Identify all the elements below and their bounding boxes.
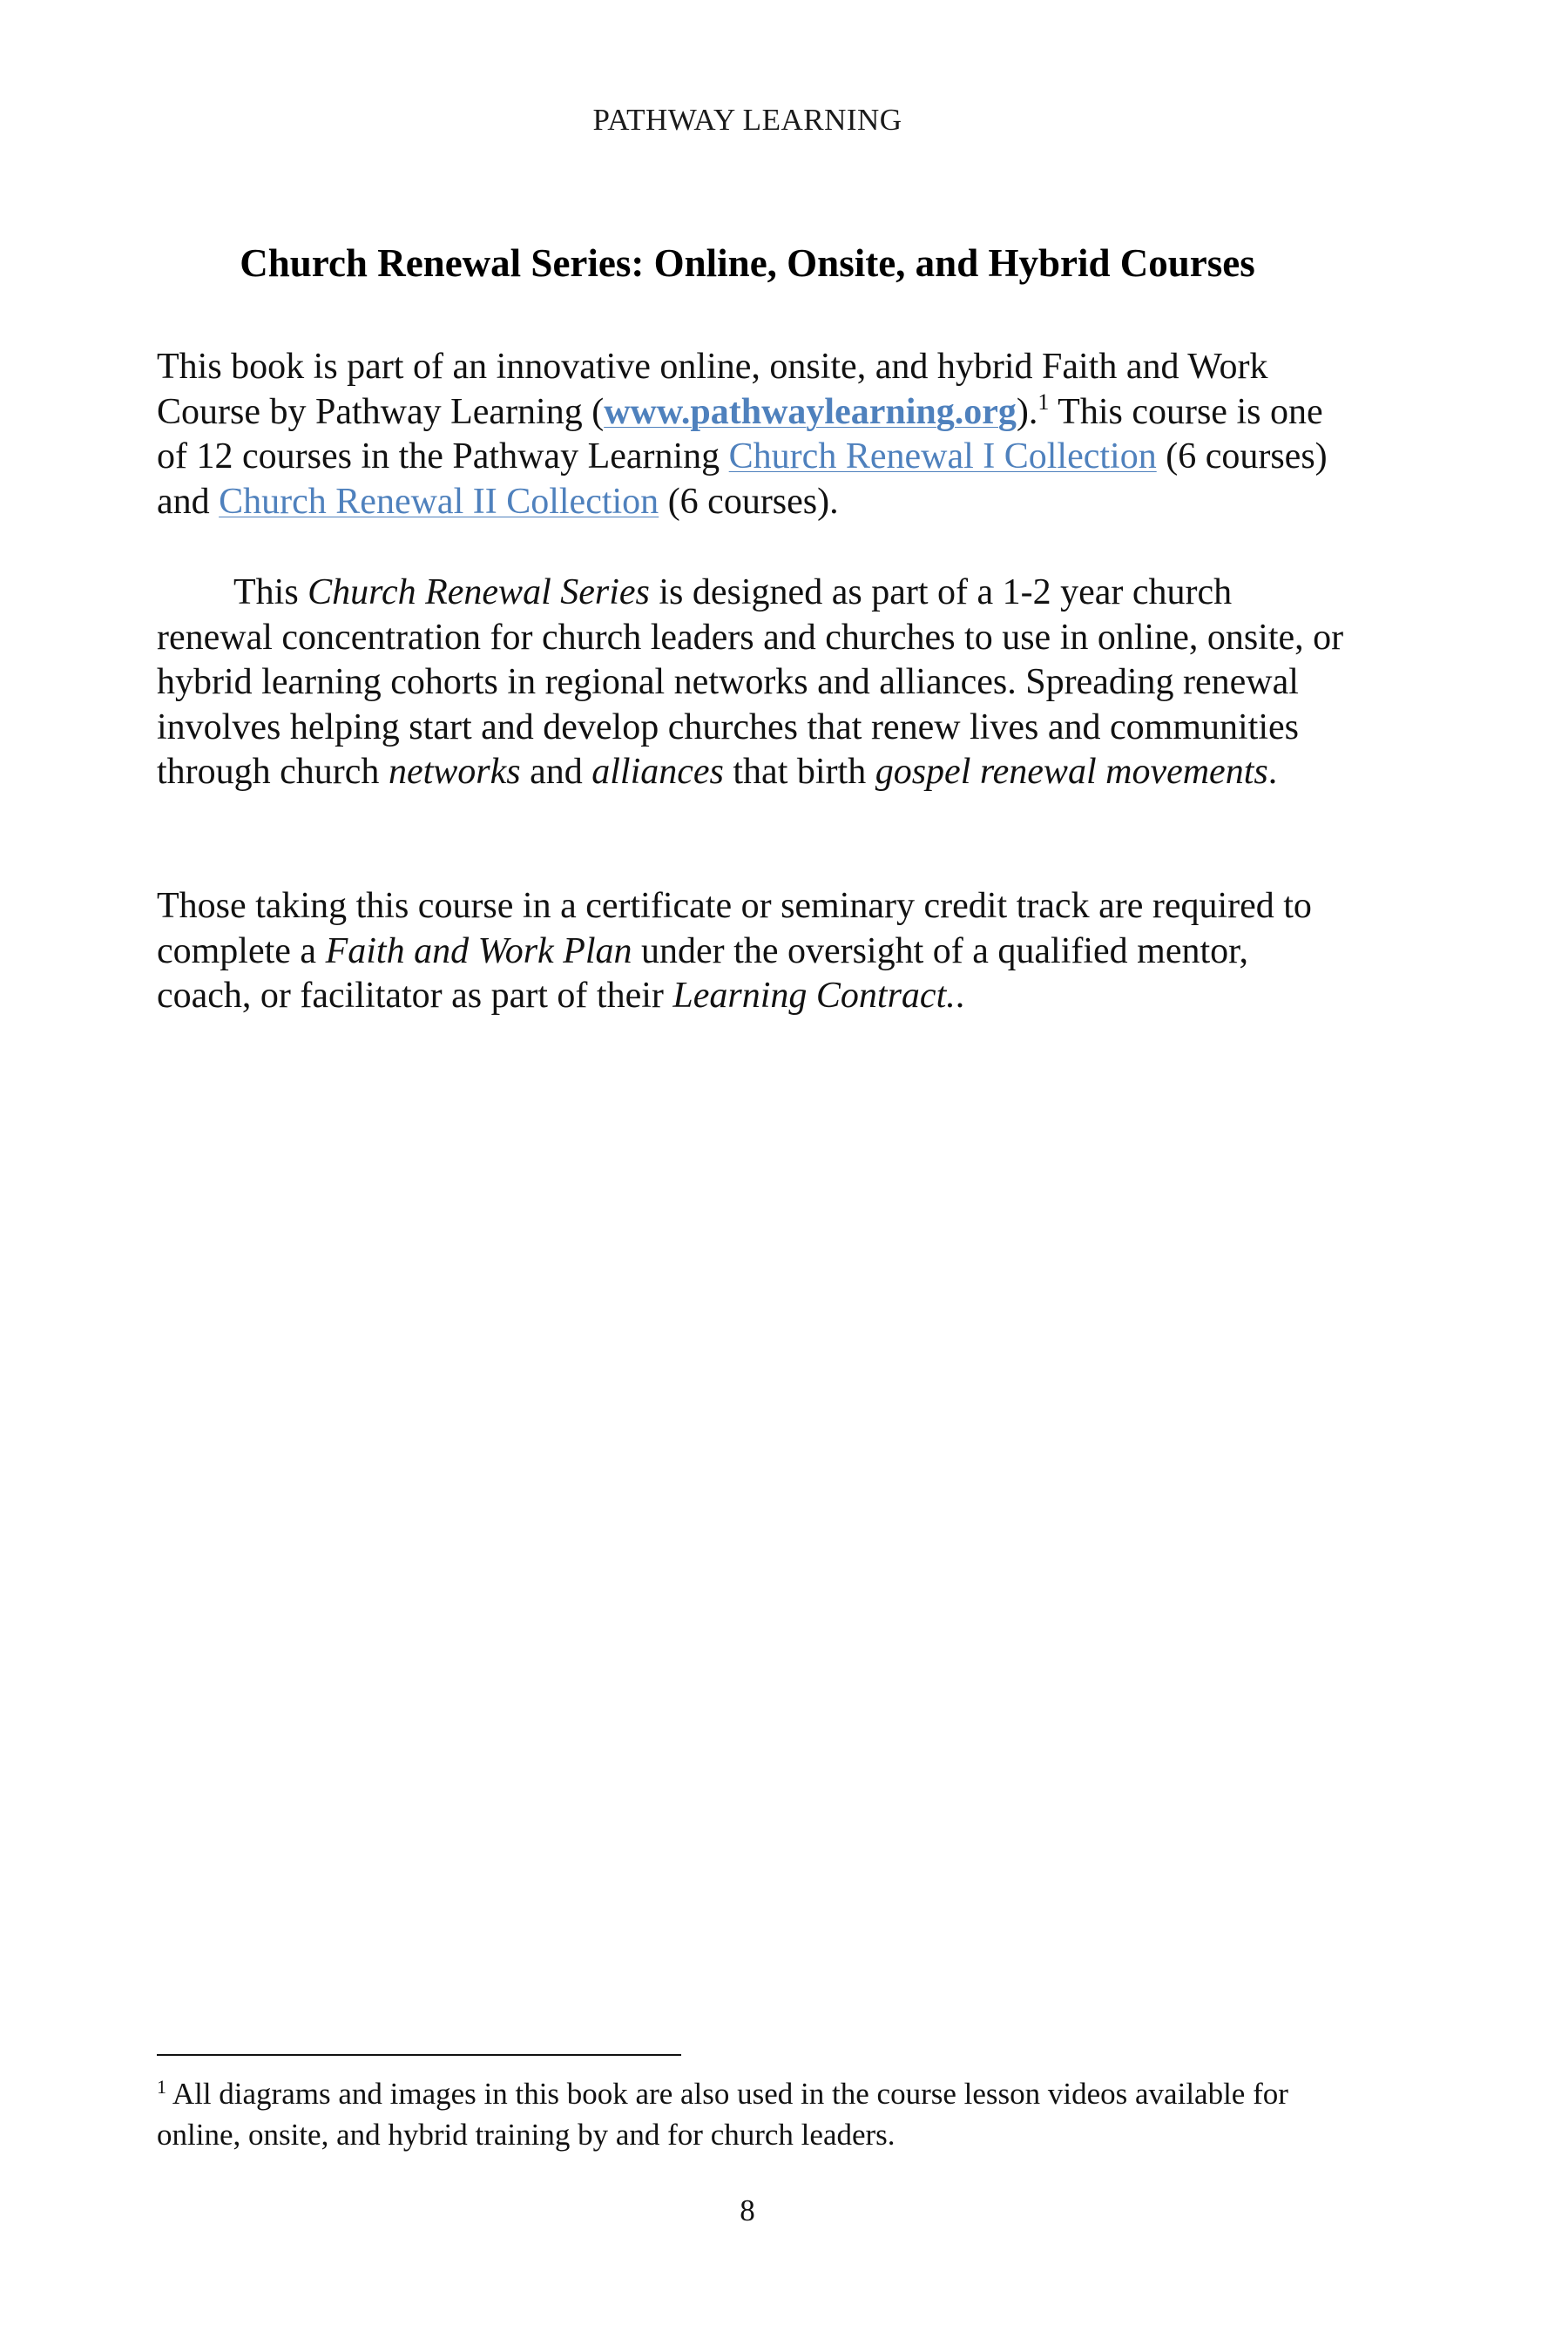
paragraph-text: and (520, 752, 592, 792)
paragraph-text: (6 courses). (659, 481, 839, 522)
paragraph-requirements (157, 884, 1350, 1019)
website-link[interactable]: www.pathwaylearning.org (604, 391, 1017, 432)
paragraph-text: Those taking this course in a certificate or seminary credit track are required to complete a (157, 886, 1312, 971)
paragraph-text: This (233, 572, 308, 612)
paragraph-text: under the oversight of a qualified mentor, coach, or facilitator as part of their (157, 930, 1248, 1016)
page-number: 8 (740, 2193, 755, 2227)
paragraph-intro (157, 345, 1350, 524)
paragraph-text: . (1267, 752, 1278, 792)
italic-alliances: alliances (591, 752, 724, 792)
paragraph-text: (6 courses) and (157, 436, 1328, 522)
footnote (157, 2073, 1350, 2155)
italic-series-name: Church Renewal Series (308, 572, 650, 612)
italic-faith-work-plan: Faith and Work Plan (325, 930, 632, 971)
running-head: PATHWAY LEARNING (592, 103, 902, 137)
footnote-separator (157, 2054, 681, 2056)
church-renewal-ii-collection-link[interactable]: Church Renewal II Collection (219, 481, 659, 522)
italic-movements: gospel renewal movements (875, 752, 1268, 792)
paragraph-text: This book is part of an innovative online, onsite, and hybrid Faith and Work Course by Pathway Learning ( (157, 347, 1268, 432)
paragraph-text: that birth (723, 752, 875, 792)
page-title: Church Renewal Series: Online, Onsite, and Hybrid Courses (240, 241, 1255, 285)
church-renewal-i-collection-link[interactable]: Church Renewal I Collection (728, 436, 1157, 476)
paragraph-text: ). (1016, 391, 1038, 432)
paragraph-series-description (157, 571, 1350, 795)
italic-networks: networks (388, 752, 521, 792)
paragraph-text: This course is one of 12 courses in the Pathway Learning (157, 391, 1323, 476)
paragraph-text: . (955, 976, 965, 1016)
footnote-text: All diagrams and images in this book are also used in the course lesson videos available for online, onsite, and hybrid training by and for church leaders. (157, 2077, 1288, 2152)
paragraph-text: is designed as part of a 1-2 year church renewal concentration for church leaders and churches to use in online, onsite, or hybrid learning cohorts in regional networks and alliances. Spreading renewal involves helping start and develop churches that renew lives and communities through church (157, 572, 1344, 792)
italic-learning-contract: Learning Contract. (672, 976, 956, 1016)
footnote-marker: 1 (157, 2076, 166, 2098)
footnote-reference[interactable]: 1 (1037, 389, 1050, 415)
